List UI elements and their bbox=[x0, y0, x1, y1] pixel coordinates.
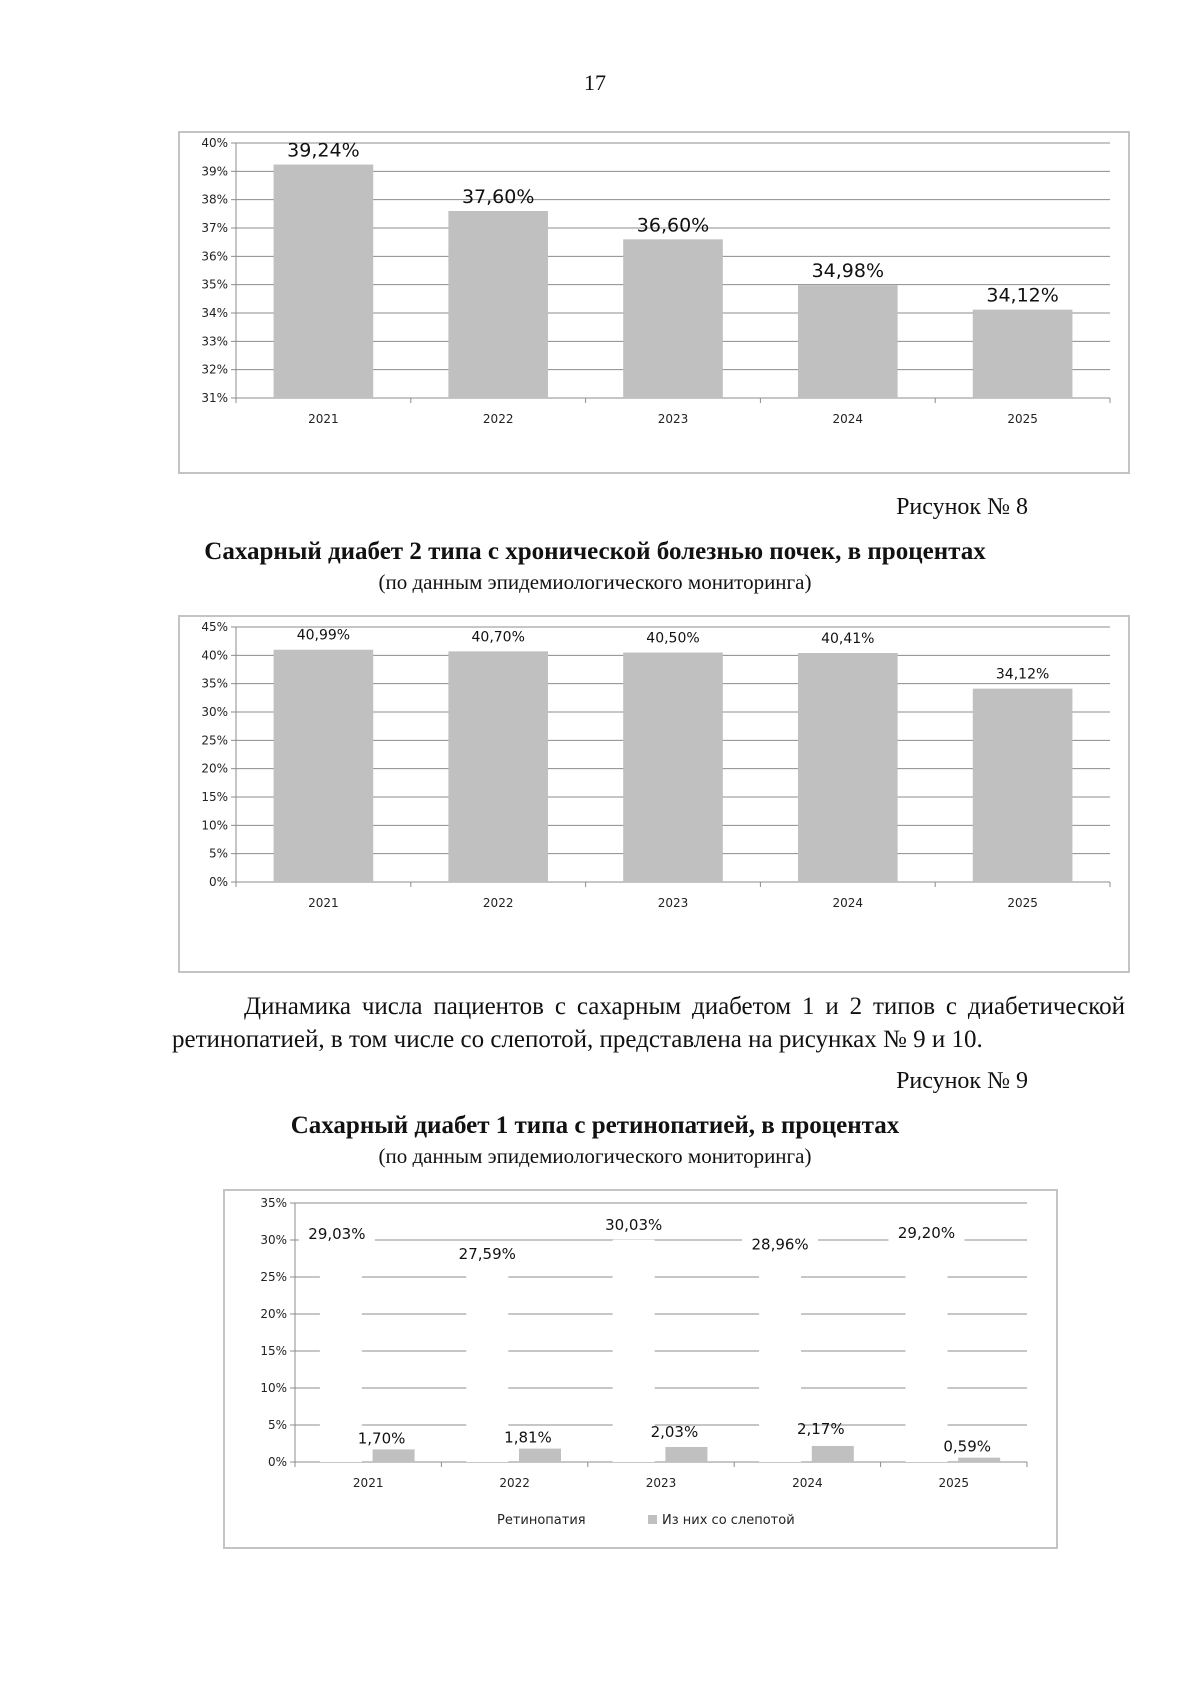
y-tick-label: 33% bbox=[201, 334, 228, 349]
chart-ckd-top bbox=[178, 131, 1130, 474]
chart-ckd-type2-svg bbox=[180, 617, 1128, 971]
y-tick-label: 10% bbox=[201, 818, 228, 833]
figure9-subtitle: (по данным эпидемиологического мониторинга) bbox=[378, 1144, 812, 1168]
data-label: 34,98% bbox=[811, 260, 885, 283]
y-tick-label: 37% bbox=[201, 221, 228, 235]
y-tick-label: 35% bbox=[201, 277, 228, 292]
legend-label-blindness: Из них со слепотой bbox=[662, 1513, 795, 1528]
x-tick-label: 2025 bbox=[1007, 896, 1038, 910]
data-label: 39,24% bbox=[287, 139, 360, 162]
x-tick-label: 2023 bbox=[645, 1476, 677, 1490]
bar-retinopathy bbox=[466, 1258, 508, 1462]
data-label-retinopathy: 30,03% bbox=[605, 1215, 663, 1234]
y-tick-label: 45% bbox=[201, 620, 228, 634]
figure8-label: Рисунок № 8 bbox=[896, 494, 1028, 520]
data-label: 40,99% bbox=[296, 627, 351, 644]
y-tick-label: 32% bbox=[201, 362, 228, 377]
bar bbox=[448, 211, 548, 398]
y-tick-label: 5% bbox=[208, 846, 228, 861]
bar-blindness bbox=[812, 1446, 854, 1462]
bar bbox=[798, 653, 898, 882]
legend-swatch-retinopathy bbox=[483, 1515, 492, 1524]
y-tick-label: 38% bbox=[201, 192, 228, 207]
y-tick-label: 15% bbox=[260, 1344, 287, 1358]
page-number: 17 bbox=[584, 70, 606, 95]
bar bbox=[623, 653, 723, 883]
data-label-blindness: 2,17% bbox=[796, 1419, 845, 1438]
y-tick-label: 20% bbox=[260, 1307, 287, 1321]
figure8-subtitle: (по данным эпидемиологического мониторинга) bbox=[378, 570, 812, 594]
bar-retinopathy bbox=[905, 1246, 947, 1462]
figure8-title: Сахарный диабет 2 типа с хронической болезнью почек, в процентах bbox=[204, 538, 986, 565]
figure9-title: Сахарный диабет 1 типа с ретинопатией, в процентах bbox=[290, 1112, 900, 1139]
bar-blindness bbox=[519, 1449, 561, 1462]
x-tick-label: 2024 bbox=[792, 1476, 823, 1490]
x-tick-label: 2023 bbox=[657, 896, 689, 910]
x-tick-label: 2024 bbox=[832, 412, 864, 426]
y-tick-label: 34% bbox=[201, 306, 228, 320]
chart-retinopathy-type1 bbox=[223, 1189, 1058, 1549]
data-label-retinopathy: 29,20% bbox=[897, 1223, 956, 1242]
figure9-label: Рисунок № 9 bbox=[896, 1068, 1028, 1094]
bar bbox=[973, 689, 1073, 882]
y-tick-label: 10% bbox=[260, 1381, 287, 1395]
data-label-blindness: 1,70% bbox=[357, 1429, 406, 1448]
x-tick-label: 2022 bbox=[482, 412, 514, 426]
data-label: 40,50% bbox=[646, 630, 700, 647]
y-tick-label: 25% bbox=[260, 1270, 287, 1284]
y-tick-label: 35% bbox=[260, 1196, 287, 1210]
y-tick-label: 31% bbox=[201, 391, 228, 405]
bar bbox=[623, 239, 723, 398]
data-label: 34,12% bbox=[986, 284, 1059, 307]
y-tick-label: 30% bbox=[260, 1233, 287, 1247]
bar bbox=[448, 651, 548, 882]
chart-retinopathy-type1-svg bbox=[225, 1191, 1056, 1547]
legend-label-retinopathy: Ретинопатия bbox=[497, 1513, 586, 1528]
x-tick-label: 2025 bbox=[1007, 412, 1038, 426]
data-label: 36,60% bbox=[636, 214, 710, 237]
y-tick-label: 36% bbox=[201, 249, 228, 264]
data-label-retinopathy: 27,59% bbox=[458, 1244, 516, 1263]
bar bbox=[973, 310, 1073, 398]
y-tick-label: 40% bbox=[201, 136, 228, 150]
bar-retinopathy bbox=[320, 1247, 362, 1462]
data-label: 37,60% bbox=[461, 186, 535, 208]
bar bbox=[274, 650, 374, 882]
data-label-blindness: 0,59% bbox=[943, 1437, 992, 1456]
y-tick-label: 20% bbox=[201, 761, 228, 776]
x-tick-label: 2021 bbox=[308, 412, 339, 426]
bar bbox=[274, 165, 374, 398]
x-tick-label: 2022 bbox=[482, 896, 514, 910]
body-paragraph: Динамика числа пациентов с сахарным диабетом 1 и 2 типов с диабетической ретинопатией, в том числе со слепотой, представлена на рисунках № 9 и 10. bbox=[172, 993, 1125, 1053]
legend-swatch-blindness bbox=[648, 1515, 657, 1524]
data-label-retinopathy: 28,96% bbox=[751, 1235, 809, 1254]
y-tick-label: 0% bbox=[208, 875, 228, 889]
data-label-retinopathy: 29,03% bbox=[308, 1225, 366, 1244]
y-tick-label: 35% bbox=[201, 676, 228, 691]
bar bbox=[798, 285, 898, 398]
y-tick-label: 0% bbox=[267, 1455, 287, 1469]
bar-blindness bbox=[958, 1458, 1000, 1462]
x-tick-label: 2021 bbox=[352, 1476, 384, 1490]
x-tick-label: 2021 bbox=[308, 896, 339, 910]
x-tick-label: 2022 bbox=[499, 1476, 530, 1490]
bar-blindness bbox=[373, 1449, 415, 1462]
data-label: 40,41% bbox=[821, 631, 875, 648]
data-label-blindness: 1,81% bbox=[504, 1428, 552, 1447]
y-tick-label: 30% bbox=[201, 705, 228, 719]
data-label-blindness: 2,03% bbox=[650, 1422, 699, 1441]
bar-retinopathy bbox=[613, 1240, 655, 1462]
x-tick-label: 2025 bbox=[938, 1476, 970, 1490]
data-label: 40,70% bbox=[471, 629, 525, 646]
bar-blindness bbox=[665, 1447, 707, 1462]
chart-ckd-type2 bbox=[178, 615, 1130, 973]
bar-retinopathy bbox=[759, 1248, 801, 1462]
y-tick-label: 5% bbox=[267, 1418, 287, 1432]
y-tick-label: 40% bbox=[201, 648, 228, 663]
y-tick-label: 39% bbox=[201, 164, 228, 179]
chart-ckd-top-svg bbox=[180, 133, 1128, 472]
y-tick-label: 25% bbox=[201, 733, 228, 748]
y-tick-label: 15% bbox=[201, 790, 228, 804]
x-tick-label: 2024 bbox=[832, 896, 864, 910]
data-label: 34,12% bbox=[995, 666, 1050, 683]
x-tick-label: 2023 bbox=[657, 412, 689, 426]
